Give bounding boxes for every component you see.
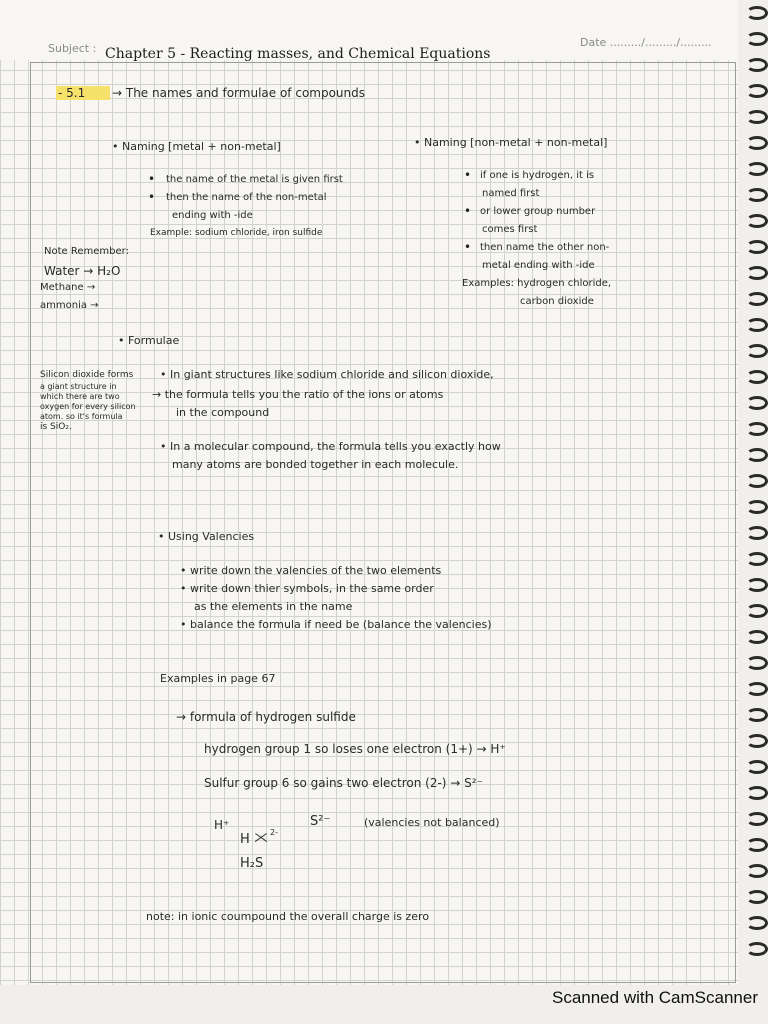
spiral-ring: [746, 552, 768, 566]
page-border: [30, 62, 736, 983]
giant-structure-line: → the formula tells you the ratio of the ions or atoms: [152, 388, 444, 401]
side-note-line: oxygen for every silicon: [40, 402, 136, 411]
valencies-step: • write down thier symbols, in the same order: [180, 582, 434, 595]
naming-nonmetal-point: named first: [482, 188, 540, 199]
crossed-superscript: 2-: [270, 828, 278, 837]
spiral-ring: [746, 266, 768, 280]
spiral-ring: [746, 58, 768, 72]
spiral-ring: [746, 864, 768, 878]
naming-nonmetal-point: comes first: [482, 224, 538, 235]
spiral-ring: [746, 708, 768, 722]
cross-out-mark: [254, 831, 268, 845]
spiral-ring: [746, 448, 768, 462]
hydrogen-sulfide-formula: H₂S: [240, 856, 264, 871]
spiral-ring: [746, 526, 768, 540]
spiral-ring: [746, 136, 768, 150]
spiral-ring: [746, 110, 768, 124]
spiral-ring: [746, 188, 768, 202]
naming-nonmetal-point: then name the other non-: [480, 242, 610, 253]
spiral-ring: [746, 734, 768, 748]
note-methane: Methane →: [40, 282, 96, 293]
naming-metal-point: the name of the metal is given first: [166, 174, 343, 185]
spiral-ring: [746, 214, 768, 228]
side-note-line: which there are two: [40, 392, 120, 401]
side-note-line: atom. so it's formula: [40, 412, 123, 421]
spiral-ring: [746, 656, 768, 670]
spiral-ring: [746, 32, 768, 46]
crossed-hydrogen: H: [240, 832, 250, 847]
sulfide-ion: S²⁻: [310, 814, 331, 829]
side-note-line: a giant structure in: [40, 382, 117, 391]
note-ammonia: ammonia →: [40, 300, 99, 311]
spiral-ring: [746, 838, 768, 852]
naming-nonmetal-point: metal ending with -ide: [482, 260, 595, 271]
spiral-ring: [746, 6, 768, 20]
spiral-ring: [746, 396, 768, 410]
spiral-ring: [746, 422, 768, 436]
example-line: hydrogen group 1 so loses one electron (1+) → H⁺: [204, 742, 506, 756]
final-note: note: in ionic coumpound the overall charge is zero: [146, 910, 430, 923]
naming-nonmetal-point: if one is hydrogen, it is: [480, 170, 595, 181]
valencies-step: • write down the valencies of the two elements: [180, 564, 442, 577]
note-water: Water → H₂O: [44, 264, 121, 278]
bullet-icon: •: [464, 204, 472, 218]
valencies-title: • Using Valencies: [158, 530, 255, 543]
spiral-ring: [746, 630, 768, 644]
bullet-icon: •: [464, 240, 472, 254]
note-title: Note Remember:: [44, 246, 129, 257]
naming-metal-point: then the name of the non-metal: [166, 192, 327, 203]
examples-title: Examples in page 67: [160, 672, 276, 685]
spiral-ring: [746, 500, 768, 514]
spiral-ring: [746, 916, 768, 930]
naming-nonmetal-point: or lower group number: [480, 206, 596, 217]
spiral-ring: [746, 240, 768, 254]
section-heading: → The names and formulae of compounds: [112, 86, 366, 100]
bullet-icon: •: [148, 172, 156, 186]
naming-nonmetal-title: • Naming [non-metal + non-metal]: [414, 136, 608, 149]
spiral-ring: [746, 682, 768, 696]
spiral-ring: [746, 786, 768, 800]
spiral-ring: [746, 942, 768, 956]
example-line: Sulfur group 6 so gains two electron (2-) → S²⁻: [204, 776, 483, 790]
spiral-ring: [746, 162, 768, 176]
spiral-ring: [746, 604, 768, 618]
naming-metal-point: ending with -ide: [172, 210, 253, 221]
bullet-icon: •: [464, 168, 472, 182]
giant-structure-line: in the compound: [176, 406, 270, 419]
spiral-ring: [746, 370, 768, 384]
molecular-line: • In a molecular compound, the formula tells you exactly how: [160, 440, 501, 453]
page-title: Chapter 5 - Reacting masses, and Chemical Equations: [105, 46, 491, 62]
subject-label: Subject :: [48, 42, 97, 55]
spiral-ring: [746, 578, 768, 592]
spiral-ring: [746, 760, 768, 774]
spiral-ring: [746, 84, 768, 98]
formulae-title: • Formulae: [118, 334, 180, 347]
spiral-ring: [746, 318, 768, 332]
bullet-icon: •: [148, 190, 156, 204]
spiral-ring: [746, 292, 768, 306]
date-label: Date ........./........./.........: [580, 36, 712, 49]
section-number: - 5.1: [58, 86, 86, 100]
valencies-not-balanced: (valencies not balanced): [364, 816, 500, 829]
giant-structure-line: • In giant structures like sodium chloride and silicon dioxide,: [160, 368, 494, 381]
spiral-ring: [746, 474, 768, 488]
example-line: → formula of hydrogen sulfide: [176, 710, 356, 724]
hydrogen-ion: H⁺: [214, 818, 230, 832]
camscanner-watermark: Scanned with CamScanner: [551, 988, 758, 1007]
side-note-line: Silicon dioxide forms: [40, 370, 134, 380]
spiral-ring: [746, 344, 768, 358]
naming-nonmetal-example: carbon dioxide: [520, 296, 594, 307]
spiral-ring: [746, 890, 768, 904]
molecular-line: many atoms are bonded together in each molecule.: [172, 458, 459, 471]
naming-nonmetal-example: Examples: hydrogen chloride,: [462, 278, 612, 289]
valencies-step: • balance the formula if need be (balance the valencies): [180, 618, 492, 631]
naming-metal-example: Example: sodium chloride, iron sulfide: [150, 228, 323, 238]
valencies-step: as the elements in the name: [194, 600, 353, 613]
side-note-line: is SiO₂.: [40, 422, 72, 432]
spiral-binding: [742, 0, 768, 1000]
naming-metal-title: • Naming [metal + non-metal]: [112, 140, 281, 153]
spiral-ring: [746, 812, 768, 826]
